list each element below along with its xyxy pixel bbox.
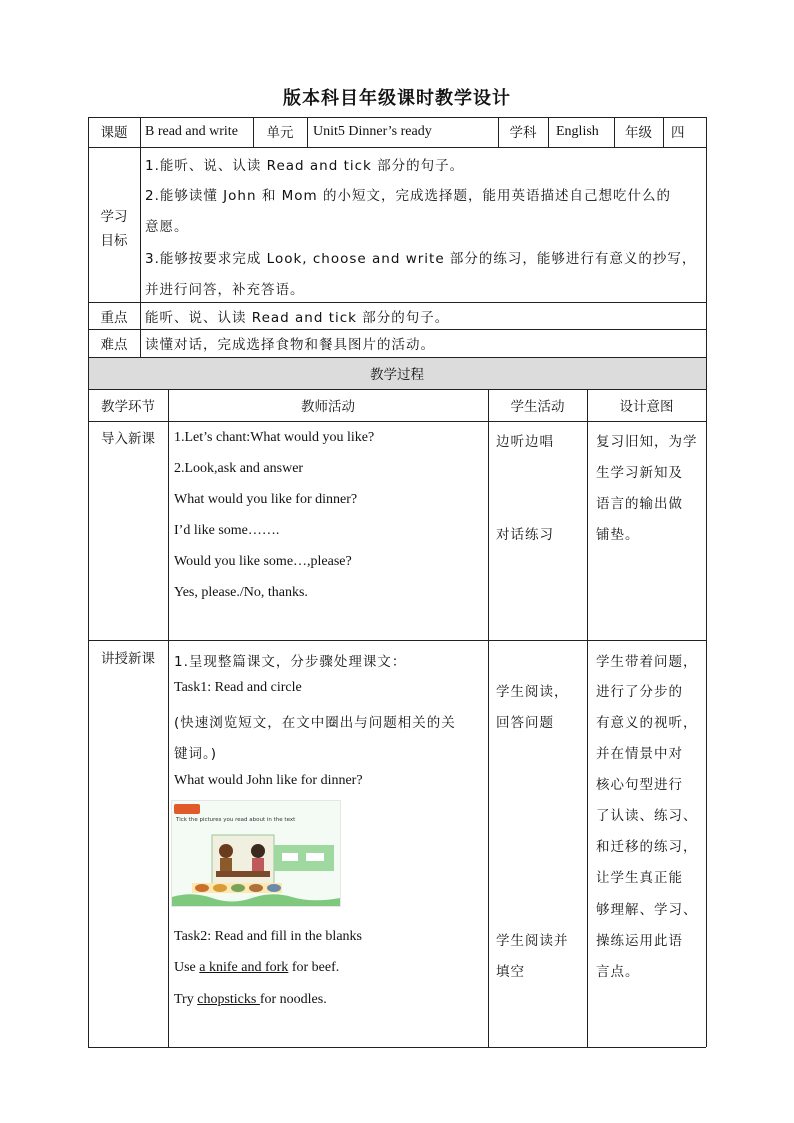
intro-teacher-line-1: 1.Let’s chant:What would you like? <box>174 430 375 445</box>
objective-line-2: 2.能够读懂 John 和 Mom 的小短文，完成选择题，能用英语描述自己想吃什么的 <box>145 188 671 204</box>
use-suffix: for beef. <box>288 960 340 975</box>
process-header: 教学过程 <box>370 367 424 383</box>
intro-student-1: 边听边唱 <box>496 434 554 450</box>
objectives-label-line2: 目标 <box>100 233 128 249</box>
lesson-intent-11: 言点。 <box>596 964 640 980</box>
try-answer: chopsticks <box>197 992 260 1007</box>
objective-line-5: 并进行问答，补充答语。 <box>145 282 305 298</box>
key-point-label: 重点 <box>100 310 128 326</box>
key-point-value: 能听、说、认读 Read and tick 部分的句子。 <box>145 310 450 326</box>
subject-label: 学科 <box>509 125 537 141</box>
column-header-stage: 教学环节 <box>101 399 155 415</box>
badge-shape <box>174 804 200 814</box>
document-title: 版本科目年级课时教学设计 <box>283 88 511 109</box>
intro-teacher-line-3: What would you like for dinner? <box>174 492 358 507</box>
objectives-label <box>88 205 140 253</box>
lesson-intent-1: 学生带着问题， <box>596 654 698 670</box>
grade-value: 四 <box>671 125 685 141</box>
lesson-teacher-line-3: (快速浏览短文，在文中圈出与问题相关的关 <box>174 715 456 731</box>
lesson-intent-7: 和迁移的练习， <box>596 839 698 855</box>
subject-value: English <box>556 124 599 139</box>
textbook-image <box>171 800 341 907</box>
lesson-intent-2: 进行了分步的 <box>596 684 683 700</box>
intro-teacher-line-5: Would you like some…,please? <box>174 554 352 569</box>
lesson-teacher-line-1: 1.呈现整篇课文，分步骤处理课文： <box>174 654 407 670</box>
lesson-use-line <box>174 960 339 976</box>
lesson-intent-5: 核心句型进行 <box>596 777 683 793</box>
lesson-student-2a: 学生阅读并 <box>496 933 569 949</box>
difficulty-value: 读懂对话，完成选择食物和餐具图片的活动。 <box>145 337 435 353</box>
lesson-teacher-line-4: 键词。) <box>174 746 218 762</box>
intro-teacher-line-2: 2.Look,ask and answer <box>174 461 304 476</box>
use-answer: a knife and fork <box>199 960 289 975</box>
try-suffix: for noodles. <box>259 992 327 1007</box>
textbook-image-caption: Tick the pictures you read about in the text <box>176 817 296 823</box>
lesson-try-line <box>174 992 327 1008</box>
lesson-intent-4: 并在情景中对 <box>596 746 683 762</box>
lesson-teacher-line-2: Task1: Read and circle <box>174 680 302 695</box>
try-prefix: Try <box>174 992 198 1007</box>
stage-new-lesson: 讲授新课 <box>101 651 155 667</box>
intro-intent-1: 复习旧知，为学 <box>596 434 698 450</box>
lesson-task2: Task2: Read and fill in the blanks <box>174 929 362 944</box>
objective-line-4: 3.能够按要求完成 Look, choose and write 部分的练习，能够进行有意义的抄写， <box>145 251 697 267</box>
objective-line-3: 意愿。 <box>145 219 189 235</box>
column-header-intent: 设计意图 <box>619 399 674 415</box>
use-prefix: Use <box>174 960 200 975</box>
intro-intent-3: 语言的输出做 <box>596 496 683 512</box>
objective-line-1: 1.能听、说、认读 Read and tick 部分的句子。 <box>145 158 465 174</box>
intro-student-2: 对话练习 <box>496 527 554 543</box>
difficulty-label: 难点 <box>100 337 128 353</box>
lesson-intent-6: 了认读、练习、 <box>596 808 698 824</box>
column-header-student: 学生活动 <box>510 399 565 415</box>
lesson-teacher-line-5: What would John like for dinner? <box>174 773 363 788</box>
lesson-intent-3: 有意义的视听， <box>596 715 698 731</box>
column-header-teacher: 教师活动 <box>301 399 355 415</box>
lesson-intent-9: 够理解、学习、 <box>596 902 698 918</box>
unit-label: 单元 <box>266 125 294 141</box>
lesson-student-1a: 学生阅读， <box>496 684 569 700</box>
lesson-student-1b: 回答问题 <box>496 715 554 731</box>
intro-intent-4: 铺垫。 <box>596 527 640 543</box>
intro-teacher-line-4: I’d like some……. <box>174 523 280 538</box>
grade-label: 年级 <box>625 125 652 141</box>
course-label: 课题 <box>100 125 128 141</box>
lesson-student-2b: 填空 <box>496 964 525 980</box>
lesson-intent-8: 让学生真正能 <box>596 870 683 886</box>
stage-intro: 导入新课 <box>101 431 155 447</box>
intro-teacher-line-6: Yes, please./No, thanks. <box>174 585 308 600</box>
unit-value: Unit5 Dinner’s ready <box>313 124 432 139</box>
objectives-label-line1: 学习 <box>100 209 128 225</box>
intro-intent-2: 生学习新知及 <box>596 465 683 481</box>
course-value: B read and write <box>145 124 238 139</box>
lesson-intent-10: 操练运用此语 <box>596 933 683 949</box>
